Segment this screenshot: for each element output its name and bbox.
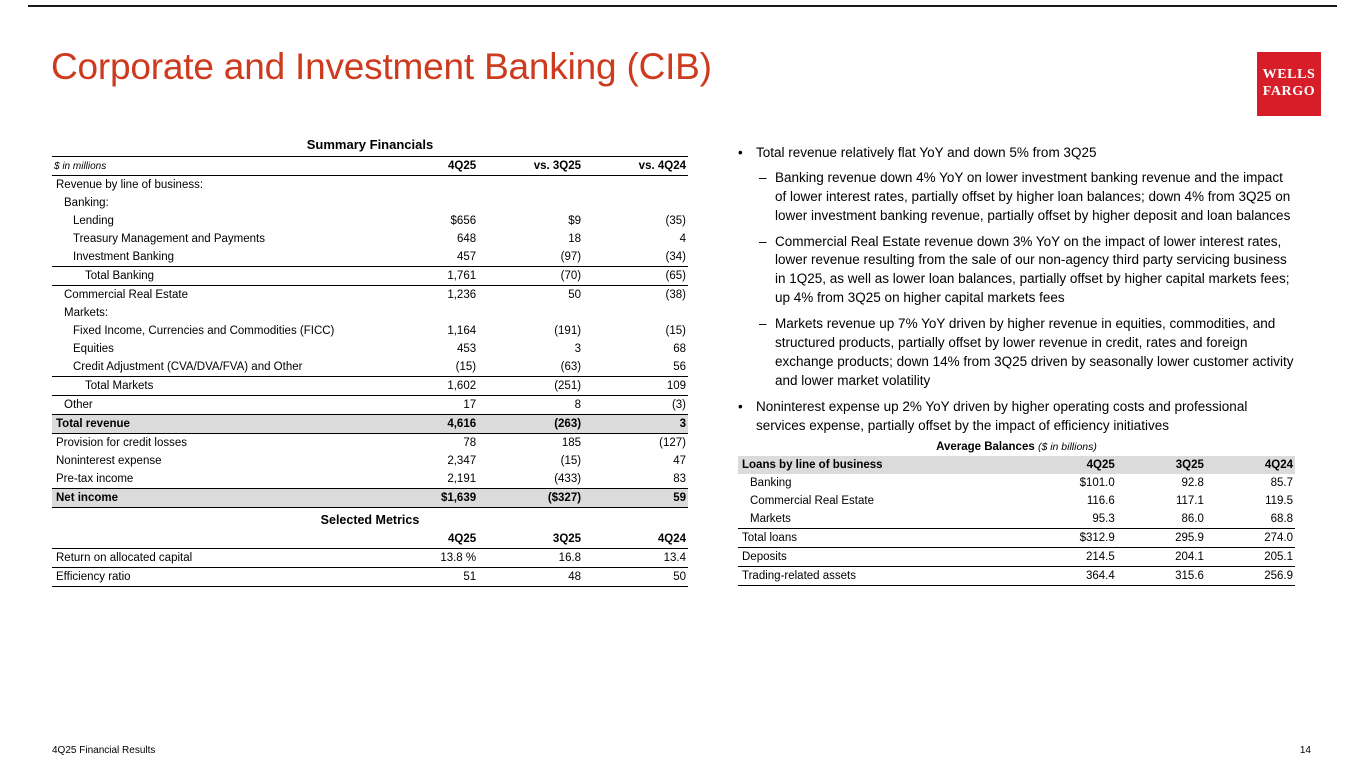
balance-row-value: 274.0 bbox=[1206, 529, 1295, 548]
selected-metrics-title-row bbox=[52, 508, 688, 531]
balance-row-value: 364.4 bbox=[1028, 567, 1117, 586]
summary-row-value bbox=[478, 304, 583, 322]
summary-row-value: (63) bbox=[560, 361, 582, 373]
summary-row-value: 1,164 bbox=[447, 325, 477, 337]
metric-row-label: Efficiency ratio bbox=[52, 568, 373, 587]
metric-row bbox=[52, 568, 688, 587]
summary-row-label: Credit Adjustment (CVA/DVA/FVA) and Other bbox=[73, 361, 303, 373]
summary-row-value: 47 bbox=[673, 455, 686, 467]
summary-row bbox=[52, 304, 688, 322]
summary-row-label: Markets: bbox=[64, 307, 109, 319]
summary-row-value: (3) bbox=[583, 396, 688, 415]
summary-row-value: (15) bbox=[560, 455, 582, 467]
summary-row bbox=[52, 286, 688, 305]
summary-row-value: 83 bbox=[673, 473, 686, 485]
balance-row-value: 205.1 bbox=[1206, 548, 1295, 567]
metric-row-value: 13.4 bbox=[583, 549, 688, 568]
top-divider bbox=[28, 5, 1337, 7]
summary-row bbox=[52, 489, 688, 508]
summary-row-value: 1,602 bbox=[373, 377, 478, 396]
page-title: Corporate and Investment Banking (CIB) bbox=[51, 46, 712, 87]
average-balances-units-label: ($ in billions) bbox=[1037, 441, 1097, 454]
balance-row-label: Banking bbox=[750, 477, 792, 490]
summary-row-value: (251) bbox=[478, 377, 583, 396]
summary-financials-section bbox=[52, 137, 688, 587]
balances-column-4q25: 4Q25 bbox=[1028, 456, 1117, 474]
balance-row-value: $101.0 bbox=[1079, 477, 1115, 490]
selected-metrics-column-header: 4Q25 bbox=[373, 530, 478, 549]
summary-row-value: (263) bbox=[478, 415, 583, 434]
bullet-marker: • bbox=[738, 145, 743, 160]
balances-header-row bbox=[738, 456, 1295, 474]
summary-row bbox=[52, 396, 688, 415]
balance-row-value: 256.9 bbox=[1206, 567, 1295, 586]
summary-row bbox=[52, 340, 688, 358]
metric-row-value: 48 bbox=[478, 568, 583, 587]
balance-row-label: Markets bbox=[750, 513, 791, 526]
summary-row-value: 68 bbox=[673, 343, 686, 355]
balance-row-value: 119.5 bbox=[1265, 495, 1293, 508]
summary-row bbox=[52, 322, 688, 340]
summary-row-value: 2,191 bbox=[447, 473, 477, 485]
summary-row-value: ($327) bbox=[478, 489, 583, 508]
page-number: 14 bbox=[1299, 745, 1311, 756]
summary-row-value: 59 bbox=[583, 489, 688, 508]
summary-row-value: 50 bbox=[478, 286, 583, 305]
summary-row-value: (15) bbox=[665, 325, 686, 337]
summary-row-label: Noninterest expense bbox=[56, 455, 162, 467]
summary-row-value bbox=[373, 194, 478, 212]
summary-row-label: Banking: bbox=[64, 197, 109, 209]
summary-row-value bbox=[478, 176, 583, 195]
summary-row-value bbox=[583, 176, 688, 195]
column-header-4q25: 4Q25 bbox=[373, 157, 478, 176]
summary-row bbox=[52, 176, 688, 195]
summary-row bbox=[52, 470, 688, 489]
summary-row-value: 109 bbox=[583, 377, 688, 396]
summary-row-value: 8 bbox=[478, 396, 583, 415]
balances-column-4q24: 4Q24 bbox=[1206, 456, 1295, 474]
summary-row-value bbox=[583, 304, 688, 322]
balances-column-3q25: 3Q25 bbox=[1117, 456, 1206, 474]
sub-bullet-item bbox=[759, 169, 1295, 226]
selected-metrics-column-header: 4Q24 bbox=[583, 530, 688, 549]
metric-row-value: 16.8 bbox=[478, 549, 583, 568]
metric-row-value: 51 bbox=[373, 568, 478, 587]
balance-row-value: 68.8 bbox=[1270, 513, 1293, 526]
balance-row bbox=[738, 492, 1295, 510]
summary-row-value: $1,639 bbox=[373, 489, 478, 508]
summary-row-value bbox=[583, 194, 688, 212]
balance-row-value: 85.7 bbox=[1270, 477, 1293, 490]
balance-row-label: Deposits bbox=[738, 548, 1028, 567]
dash-marker: – bbox=[759, 169, 767, 185]
balance-row-value: 315.6 bbox=[1117, 567, 1206, 586]
summary-row-value: 185 bbox=[561, 437, 582, 449]
summary-row-value: 17 bbox=[373, 396, 478, 415]
dash-marker: – bbox=[759, 316, 767, 332]
summary-row bbox=[52, 434, 688, 453]
average-balances-section bbox=[738, 441, 1295, 586]
summary-financials-title: Summary Financials bbox=[306, 137, 434, 152]
balance-row bbox=[738, 548, 1295, 567]
bullet-text: Total revenue relatively flat YoY and down 5% from 3Q25 bbox=[756, 145, 1097, 160]
summary-row-label: Fixed Income, Currencies and Commodities (FICC) bbox=[73, 325, 335, 337]
balance-row bbox=[738, 567, 1295, 586]
summary-row-value: 18 bbox=[568, 233, 582, 245]
summary-row bbox=[52, 267, 688, 286]
summary-row-value: (433) bbox=[554, 473, 582, 485]
summary-row-value: (70) bbox=[478, 267, 583, 286]
balance-row-value: 204.1 bbox=[1117, 548, 1206, 567]
summary-row-label: Revenue by line of business: bbox=[56, 179, 204, 191]
summary-row-value bbox=[373, 304, 478, 322]
summary-row-value: 4 bbox=[679, 233, 686, 245]
logo-text-fargo: FARGO bbox=[1262, 84, 1316, 99]
bullet-text: Noninterest expense up 2% YoY driven by higher operating costs and professional services expense, partially offset by the impact of efficiency initiatives bbox=[756, 398, 1248, 433]
summary-row-value: 3 bbox=[574, 343, 582, 355]
commentary-bullets bbox=[738, 144, 1295, 435]
balance-row-label: Trading-related assets bbox=[738, 567, 1028, 586]
balance-row-value: 116.6 bbox=[1086, 495, 1115, 508]
summary-row-value: 1,236 bbox=[373, 286, 478, 305]
summary-row-value: (15) bbox=[455, 361, 477, 373]
commentary-section bbox=[738, 144, 1295, 586]
summary-row bbox=[52, 248, 688, 267]
summary-row-value: 78 bbox=[463, 437, 477, 449]
summary-header-row bbox=[52, 157, 688, 176]
summary-row-value: (191) bbox=[554, 325, 582, 337]
dash-marker: – bbox=[759, 233, 767, 249]
bullet-item bbox=[738, 144, 1295, 163]
balance-row-label: Commercial Real Estate bbox=[750, 495, 874, 508]
summary-row bbox=[52, 415, 688, 434]
summary-row-label: Total Banking bbox=[52, 267, 373, 286]
summary-row-value bbox=[478, 194, 583, 212]
balance-row-value: 92.8 bbox=[1181, 477, 1204, 490]
summary-row bbox=[52, 377, 688, 396]
summary-row bbox=[52, 452, 688, 470]
summary-row-label: Total Markets bbox=[52, 377, 373, 396]
units-label: $ in millions bbox=[52, 157, 373, 176]
summary-row-label: Equities bbox=[73, 343, 114, 355]
summary-row-value: (65) bbox=[583, 267, 688, 286]
summary-row-value: 4,616 bbox=[373, 415, 478, 434]
summary-row-value: $9 bbox=[568, 215, 582, 227]
summary-row bbox=[52, 212, 688, 230]
selected-metrics-header-row bbox=[52, 530, 688, 549]
footer-text: 4Q25 Financial Results bbox=[52, 745, 156, 756]
summary-row-label: Investment Banking bbox=[73, 251, 175, 263]
balance-row-value: 295.9 bbox=[1117, 529, 1206, 548]
column-header-vs-4q24: vs. 4Q24 bbox=[583, 157, 688, 176]
balance-row-value: 86.0 bbox=[1181, 513, 1204, 526]
summary-row-value: (97) bbox=[560, 251, 582, 263]
bullet-marker: • bbox=[738, 398, 743, 414]
summary-row-value: $656 bbox=[450, 215, 477, 227]
summary-row-value: 2,347 bbox=[447, 455, 477, 467]
sub-bullet-text: Commercial Real Estate revenue down 3% YoY on the impact of lower interest rates, lower revenue resulting from the sale of our non-agency third party servicing business in 1Q25, as well as lower loan balances, partially offset by higher capital markets fees; up 4% from 3Q25 on higher capital markets fees bbox=[775, 233, 1290, 306]
summary-row-value: 457 bbox=[456, 251, 477, 263]
summary-row-value: (127) bbox=[659, 437, 686, 449]
metric-row bbox=[52, 549, 688, 568]
logo-text-wells: WELLS bbox=[1262, 67, 1316, 83]
summary-row-value: (35) bbox=[665, 215, 686, 227]
summary-row-value: 56 bbox=[673, 361, 686, 373]
metric-row-value: 50 bbox=[583, 568, 688, 587]
sub-bullet-item bbox=[759, 233, 1295, 309]
metric-row-label: Return on allocated capital bbox=[52, 549, 373, 568]
balance-row-value: $312.9 bbox=[1028, 529, 1117, 548]
balance-row-value: 214.5 bbox=[1028, 548, 1117, 567]
summary-row-label: Provision for credit losses bbox=[56, 437, 188, 449]
column-header-vs-3q25: vs. 3Q25 bbox=[478, 157, 583, 176]
average-balances-title-text: Average Balances bbox=[936, 441, 1035, 454]
summary-row-label: Commercial Real Estate bbox=[52, 286, 373, 305]
summary-row-label: Other bbox=[52, 396, 373, 415]
selected-metrics-column-header: 3Q25 bbox=[478, 530, 583, 549]
sub-bullet-text: Markets revenue up 7% YoY driven by higher revenue in equities, commodities, and structured products, partially offset by lower revenue in credit, rates and foreign exchange products; down 14% from 3Q25 driven by seasonally lower customer activity and lower market volatility bbox=[775, 316, 1294, 388]
balance-row bbox=[738, 474, 1295, 492]
summary-row-value: 453 bbox=[456, 343, 477, 355]
metric-row-value: 13.8 % bbox=[373, 549, 478, 568]
summary-row-value: (38) bbox=[583, 286, 688, 305]
balance-row-value: 117.1 bbox=[1175, 495, 1204, 508]
summary-row-value: 1,761 bbox=[373, 267, 478, 286]
balances-header-label: Loans by line of business bbox=[738, 456, 1028, 474]
summary-row-value: 3 bbox=[583, 415, 688, 434]
summary-row-value bbox=[373, 176, 478, 195]
summary-row bbox=[52, 194, 688, 212]
balance-row bbox=[738, 510, 1295, 529]
summary-financials-table bbox=[52, 156, 688, 587]
bullet-item bbox=[738, 398, 1295, 436]
selected-metrics-title: Selected Metrics bbox=[320, 513, 420, 527]
sub-bullet-item bbox=[759, 315, 1295, 391]
balance-row-label: Total loans bbox=[738, 529, 1028, 548]
selected-metrics-header-empty bbox=[52, 530, 373, 549]
summary-row-value: 648 bbox=[456, 233, 477, 245]
summary-row bbox=[52, 358, 688, 377]
summary-row-label: Lending bbox=[73, 215, 114, 227]
summary-row-label: Pre-tax income bbox=[56, 473, 134, 485]
summary-row-label: Total revenue bbox=[52, 415, 373, 434]
average-balances-title bbox=[738, 441, 1295, 453]
summary-row bbox=[52, 230, 688, 248]
balance-row bbox=[738, 529, 1295, 548]
summary-row-label: Net income bbox=[52, 489, 373, 508]
wells-fargo-logo bbox=[1257, 52, 1321, 116]
summary-row-label: Treasury Management and Payments bbox=[73, 233, 265, 245]
summary-row-value: (34) bbox=[665, 251, 686, 263]
sub-bullet-text: Banking revenue down 4% YoY on lower investment banking revenue and the impact of lower interest rates, partially offset by higher loan balances; down 4% from 3Q25 on lower investment banking revenue, partially offset by higher deposit and loan balances bbox=[775, 169, 1291, 223]
balance-row-value: 95.3 bbox=[1092, 513, 1115, 526]
average-balances-table bbox=[738, 456, 1295, 586]
